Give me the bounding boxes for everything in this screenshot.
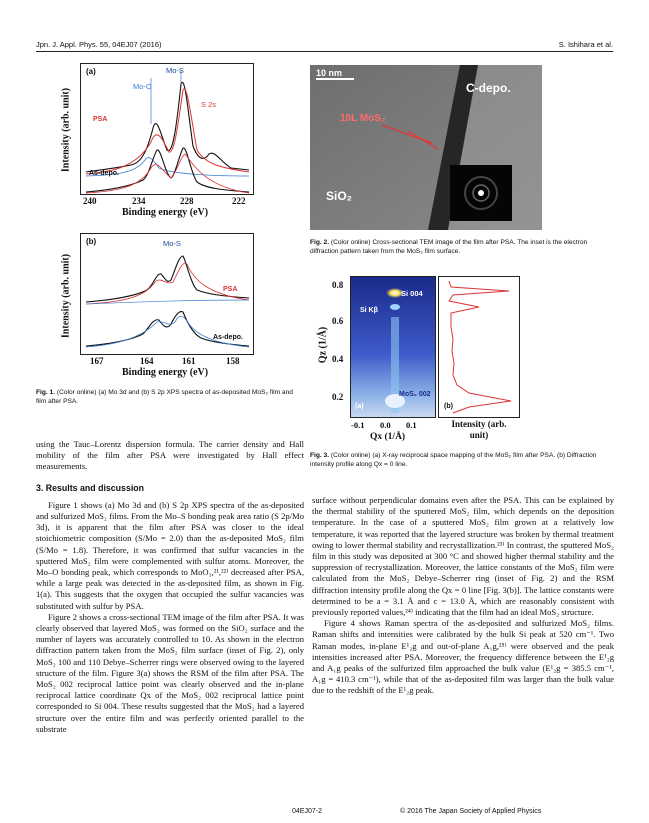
fig2-tem-image [310, 65, 542, 230]
fig1-caption [36, 389, 304, 406]
right-paragraph-2: Figure 4 shows Raman spectra of the as-deposited and sulfurized MoS₂ films. Raman shifts and intensities were calibrated by the bulk Si peak at 520 cm⁻¹. Two Raman modes, in-plane E¹₂g and out-of-plane A₁g,²⁵⁾ were observed and the peak intensities increased after PSA. Moreover, the frequency difference between the E¹₂g and A₁g peaks of the sulfurized film approached the bulk value (E¹₂g = 385.5 cm⁻¹, A₁g = 410.3 cm⁻¹), while that of the as-deposited film was larger than the bulk value due to the redshift of the E¹₂g peak. [312, 618, 614, 696]
fig3a-ytick: 0.8 [332, 280, 344, 290]
page-number: 04EJ07-2 [292, 808, 322, 815]
left-paragraph-1: Figure 1 shows (a) Mo 3d and (b) S 2p XPS spectra of the as-deposited and sulfurized MoS₂ films. From the Mo–S bonding peak area ratio (S 2p/Mo 3d), it is apparent that the film after PSA was closer to the ideal stoichiometric composition (S/Mo = 2.0) than the as-deposited MoS₂ film (S/Mo = 1.8). Therefore, it was confirmed that sulfur vacancies in the sputtered MoS₂ film were complemented with sulfur atoms. Moreover, the Mo–O bonding peak, which corresponds to MoO₃,²¹,²²⁾ decreased after PSA, while a large peak was detected in the as-deposited film, as shown in Fig. 1(a). This suggests that the oxygen that occupied the sulfur vacancies was substituted with sulfur by PSA. [36, 499, 304, 611]
fig1b-curve-label-asdepo: As-depo. [213, 334, 243, 341]
section-heading: 3. Results and discussion [36, 482, 145, 493]
fig3-caption-text: (Color online) (a) X-ray reciprocal space mapping of the MoS₂ film after PSA. (b) Diffraction intensity profile along Qx = 0 line. [310, 452, 597, 468]
fig1a-panel-label: (a) [86, 67, 96, 76]
fig1a-peak-label-mos: Mo-S [166, 66, 184, 75]
fig3a-spot-label-mos2: MoS₂ 002 [399, 391, 431, 398]
fig2-caption-label: Fig. 2. [310, 239, 330, 246]
fig1a-xtick: 240 [83, 196, 97, 206]
fig1b-xlabel: Binding energy (eV) [122, 367, 209, 378]
fig3b-profile [438, 276, 520, 418]
fig3b-panel-label: (b) [444, 403, 453, 410]
fig2-label-cdepo: C-depo. [466, 81, 511, 95]
fig1b-peak-label-mos: Mo-S [163, 239, 181, 248]
left-column-text [36, 439, 304, 735]
fig1b-xtick: 158 [226, 356, 240, 366]
fig2-caption-text: (Color online) Cross-sectional TEM image of the film after PSA. The inset is the electron diffraction pattern taken from the MoS₂ film surface. [310, 239, 588, 255]
fig3b-svg [439, 277, 519, 417]
fig3a-spot-label-si004: Si 004 [401, 289, 423, 298]
fig1b-xtick: 161 [182, 356, 196, 366]
fig3b-profile-curve [449, 281, 511, 413]
fig1a-xtick: 222 [232, 196, 246, 206]
fig1-caption-text: (Color online) (a) Mo 3d and (b) S 2p XPS spectra of as-deposited MoS₂ film and film after PSA. [36, 389, 293, 405]
fig1b-asdepo-fit [86, 316, 249, 347]
fig1b-panel-label: (b) [86, 237, 97, 246]
running-header-journal: Jpn. J. Appl. Phys. 55, 04EJ07 (2016) [36, 40, 162, 49]
fig3-caption-label: Fig. 3. [310, 452, 330, 459]
fig1b-curve-label-psa: PSA [223, 286, 238, 293]
fig3a-rsm-map [350, 276, 436, 418]
left-intro-paragraph: using the Tauc–Lorentz dispersion formula. The carrier density and Hall mobility of the film after PSA were investigated by Hall effect measurements. [36, 439, 304, 472]
fig1a-peak-label-s2s: S 2s [201, 100, 217, 109]
fig3a-xtick: -0.1 [351, 420, 365, 430]
right-column-text [312, 495, 614, 697]
fig3a-panel-label: (a) [355, 403, 364, 410]
fig2-center-spot [478, 190, 484, 196]
fig2-caption [310, 239, 614, 256]
fig3a-sikb-spot [390, 304, 400, 310]
fig1a-xlabel: Binding energy (eV) [122, 207, 209, 218]
fig3a-xlabel: Qx (1/Å) [370, 432, 406, 442]
fig3a-xtick: 0.1 [406, 420, 417, 430]
fig1a-psa-fit [86, 89, 249, 174]
fig3a-ytick: 0.6 [332, 316, 344, 326]
fig1b-plot [80, 233, 254, 355]
fig1b-xtick: 164 [140, 356, 154, 366]
fig3b-xlabel: Intensity (arb. unit) [451, 419, 507, 440]
fig1a-plot [80, 63, 254, 195]
fig3-caption [310, 452, 614, 469]
fig1a-curve-label-psa: PSA [93, 116, 108, 123]
fig3a-xtick: 0.0 [380, 420, 391, 430]
left-paragraph-2: Figure 2 shows a cross-sectional TEM image of the film after PSA. It was clearly observed that layered MoS₂ was formed on the SiO₂ surface and the number of layers was accurately controlled to 10. As shown in the electron diffraction pattern taken from the MoS₂ film surface (inset of Fig. 2), only MoS₂ 100 and 110 Debye–Scherrer rings were observed owing to the layered structure of the film. Figure 3(a) shows the RSM of the film after PSA. The MoS₂ 002 reciprocal lattice point was clearly observed and the in-plane reciprocal lattice coordinate Qx of the MoS₂ 002 reciprocal lattice point corresponded to Si 004. These results suggested that the MoS₂ had a layered structure over the entire film and was perfectly oriented parallel to the substrate [36, 611, 304, 734]
fig1a-xtick: 228 [180, 196, 194, 206]
fig1a-peak-label-moo: Mo-O [133, 82, 152, 91]
fig2-label-sio2: SiO₂ [326, 189, 353, 203]
fig1a-curve-label-asdepo: As-depo. [89, 170, 119, 177]
fig3a-ytick: 0.4 [332, 354, 344, 364]
fig3a-ytick: 0.2 [332, 392, 344, 402]
fig1a-xtick: 234 [132, 196, 146, 206]
fig1a-psa-curve [86, 82, 249, 172]
header-rule [36, 51, 613, 52]
fig3a-spot-label-sikb: Si Kβ [360, 307, 378, 314]
fig1b-psa-fit [86, 263, 249, 304]
fig2-label-mos2: 10L MoS₂ [340, 113, 386, 124]
running-header-authors: S. Ishihara et al. [558, 40, 613, 49]
fig1b-xtick: 167 [90, 356, 104, 366]
fig1-caption-label: Fig. 1. [36, 389, 56, 396]
right-paragraph-1: surface without perpendicular domains even after the PSA. This can be explained by the thermal stability of the sputtered MoS₂ film, which depends on the deposition temperature. In the case of a sputtered MoS₂ film grown at a relatively low temperature, it was reported that the layered structure was broken by thermal treatment owing to lower thermal stability and recrystallization.²³⁾ In contrast, the sputtered MoS₂ film in this study was deposited at 300 °C and showed higher thermal stability and the suppression of recrystallization. Moreover, the lattice constants of the MoS₂ film were calculated from the MoS₂ Debye–Scherrer ring (inset of Fig. 2) and the RSM diffraction intensity profile along the Qx = 0 line [Fig. 3(b)]. The lattice constants were determined to be a = 3.1 Å and c = 13.0 Å, which are reasonably consistent with previously reported values,²⁴⁾ indicating that the film had an ideal MoS₂ structure. [312, 495, 614, 618]
copyright: © 2016 The Japan Society of Applied Physics [400, 808, 542, 815]
fig2-scale-label: 10 nm [316, 68, 343, 78]
